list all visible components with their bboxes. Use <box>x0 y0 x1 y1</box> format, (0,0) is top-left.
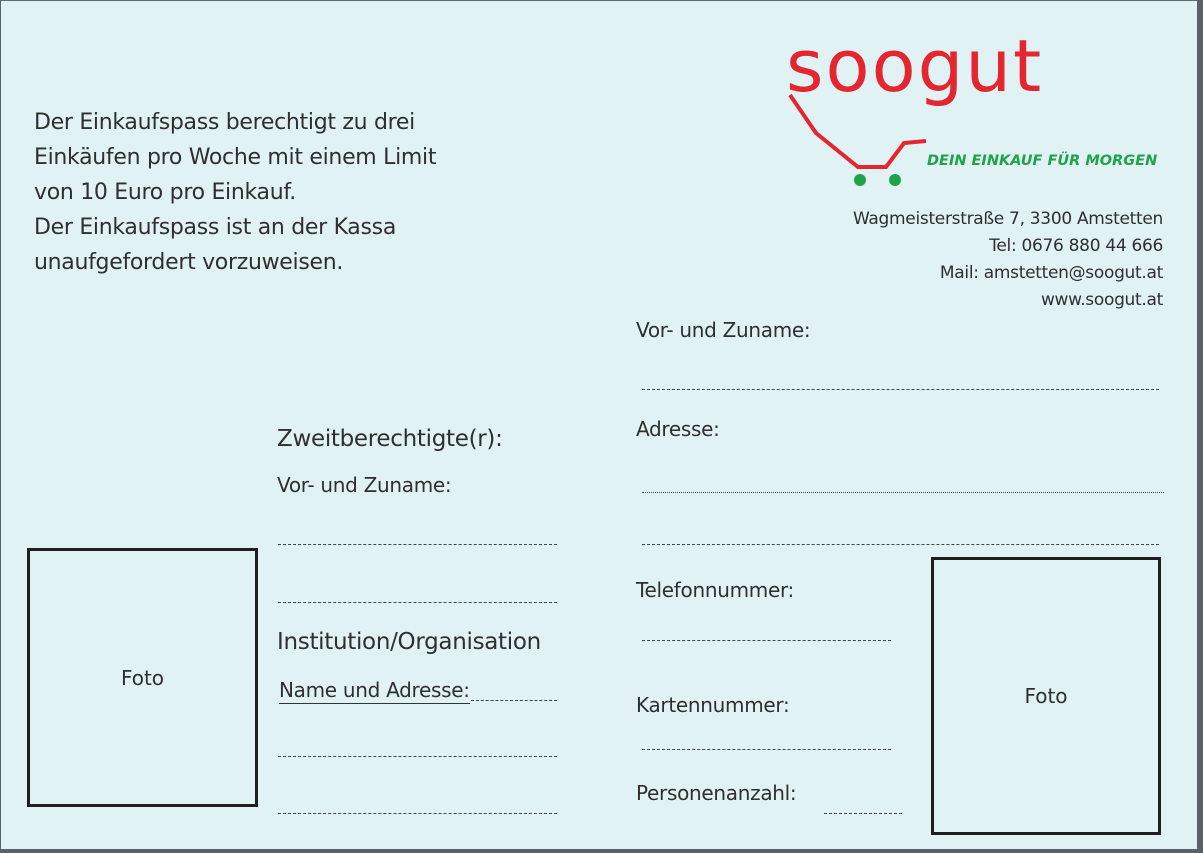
contact-block <box>853 206 1163 314</box>
institution-line-3[interactable] <box>278 813 557 814</box>
holder-phone-line[interactable] <box>642 640 891 641</box>
logo-wordmark: soogut <box>786 29 1044 108</box>
institution-label <box>279 678 470 702</box>
intro-text <box>34 105 484 280</box>
intro-line-2: Einkäufen pro Woche mit einem Limit <box>34 145 437 170</box>
intro-line-5: unaufgefordert vorzuweisen. <box>34 250 344 275</box>
contact-address: Wagmeisterstraße 7, 3300 Amstetten <box>853 209 1163 229</box>
institution-line-1[interactable] <box>471 700 557 701</box>
holder-name-line[interactable] <box>642 389 1159 390</box>
photo-left-label: Foto <box>120 665 165 690</box>
soogut-logo <box>776 29 1176 204</box>
intro-line-4: Der Einkaufspass ist an der Kassa <box>34 215 396 240</box>
contact-phone: Tel: 0676 880 44 666 <box>989 236 1163 256</box>
holder-card-number-label: Kartennummer: <box>636 693 790 717</box>
photo-box-left <box>27 548 258 807</box>
holder-persons-line[interactable] <box>824 813 902 814</box>
holder-card-number-line[interactable] <box>642 749 891 750</box>
second-holder-name-line-1[interactable] <box>278 544 557 545</box>
contact-web: www.soogut.at <box>1040 290 1163 310</box>
photo-right-label: Foto <box>1024 684 1068 708</box>
holder-address-label: Adresse: <box>636 417 720 441</box>
logo-tagline: DEIN EINKAUF FÜR MORGEN <box>927 153 1158 169</box>
institution-label-text: Name und Adresse: <box>279 678 470 702</box>
photo-box-right <box>931 557 1161 835</box>
holder-name-label: Vor- und Zuname: <box>636 318 811 342</box>
second-holder-name-label: Vor- und Zuname: <box>277 473 452 497</box>
second-holder-name-line-2[interactable] <box>278 602 557 603</box>
shopping-pass-card <box>1 0 1197 849</box>
holder-persons-label: Personenanzahl: <box>636 781 797 805</box>
cart-wheel-left-icon <box>854 174 866 186</box>
holder-phone-label: Telefonnummer: <box>636 578 794 602</box>
contact-mail: Mail: amstetten@soogut.at <box>939 263 1163 283</box>
holder-address-line-2[interactable] <box>642 544 1159 545</box>
intro-line-1: Der Einkaufspass berechtigt zu drei <box>34 110 415 135</box>
institution-heading: Institution/Organisation <box>277 629 541 655</box>
cart-wheel-right-icon <box>889 174 901 186</box>
holder-address-line-1[interactable] <box>642 492 1164 493</box>
institution-line-2[interactable] <box>278 756 557 757</box>
second-holder-heading: Zweitberechtigte(r): <box>277 426 503 452</box>
intro-line-3: von 10 Euro pro Einkauf. <box>34 180 296 205</box>
